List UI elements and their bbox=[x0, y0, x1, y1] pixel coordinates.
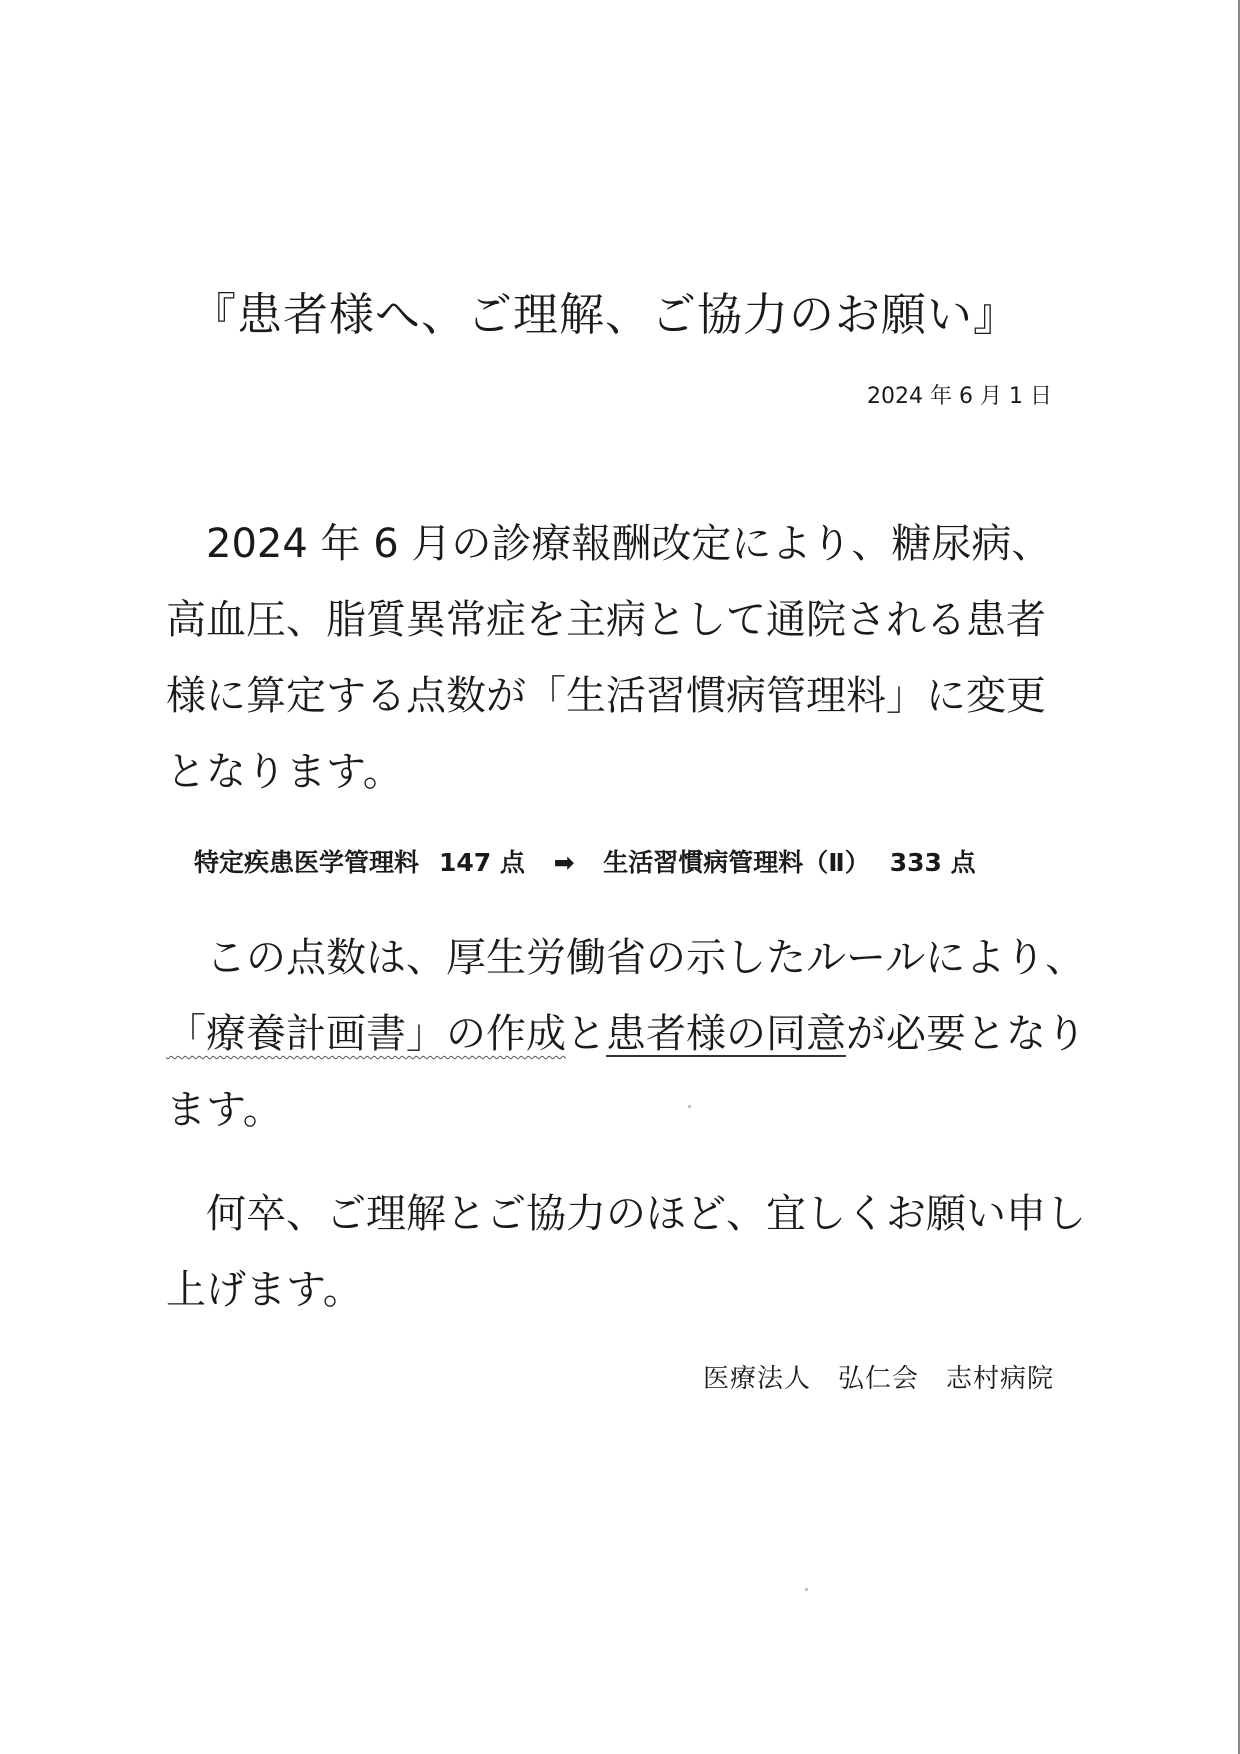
paragraph-requirements bbox=[166, 920, 1086, 1148]
paragraph-line: 上げます。 bbox=[166, 1267, 363, 1313]
scan-speck bbox=[805, 1588, 808, 1591]
old-fee-points: 147 点 bbox=[439, 848, 525, 877]
patient-consent-emphasis: 患者様の同意 bbox=[606, 1011, 846, 1057]
old-fee-item: 特定疾患医学管理料 bbox=[194, 848, 420, 877]
paragraph-line: ます。 bbox=[166, 1087, 283, 1133]
new-fee-item: 生活習慣病管理料（Ⅱ） bbox=[603, 848, 870, 877]
paragraph-line: となります。 bbox=[166, 749, 403, 795]
paragraph-revision-notice bbox=[166, 506, 1086, 810]
care-plan-emphasis: 「療養計画書」の作成 bbox=[166, 1011, 566, 1057]
paragraph-line: 2024 年 6 月の診療報酬改定により、糖尿病、 bbox=[206, 521, 1052, 567]
conjunction-text: と bbox=[566, 1011, 606, 1057]
paragraph-line: 何卒、ご理解とご協力のほど、宜しくお願い申し bbox=[206, 1191, 1086, 1237]
paragraph-closing-request bbox=[166, 1176, 1086, 1328]
document-title: 『患者様へ、ご理解、ご協力のお願い』 bbox=[190, 288, 1019, 341]
new-fee-points: 333 点 bbox=[889, 848, 976, 877]
points-change-line bbox=[194, 843, 976, 879]
paragraph-text: が必要となり bbox=[846, 1011, 1086, 1057]
paragraph-line bbox=[166, 996, 1086, 1072]
document-date: 2024 年 6 月 1 日 bbox=[867, 384, 1052, 409]
paragraph-line: 様に算定する点数が「生活習慣病管理料」に変更 bbox=[166, 673, 1046, 719]
paragraph-line: この点数は、厚生労働省の示したルールにより、 bbox=[206, 935, 1086, 981]
arrow-right-icon: ➡ bbox=[553, 848, 575, 877]
paragraph-line: 高血圧、脂質異常症を主病として通院される患者 bbox=[166, 597, 1046, 643]
hospital-signature: 医療法人 弘仁会 志村病院 bbox=[702, 1364, 1054, 1394]
